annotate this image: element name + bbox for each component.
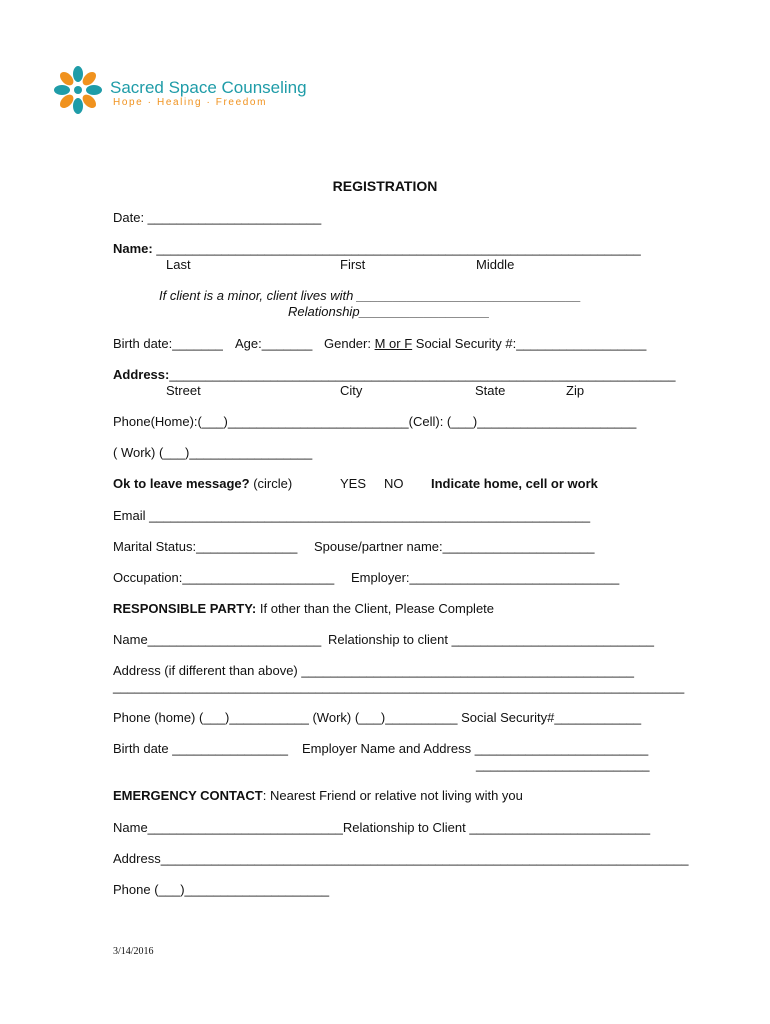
ssn-field[interactable]: Social Security #:__________________ bbox=[412, 336, 647, 351]
responsible-address-field[interactable]: Address (if different than above) ______________________________________________ bbox=[113, 663, 634, 678]
responsible-name-field[interactable]: Name________________________ bbox=[113, 632, 322, 647]
address-sub-zip: Zip bbox=[566, 383, 585, 398]
address-line: ______________________________________________________________________ bbox=[169, 367, 676, 382]
responsible-party-heading bbox=[113, 601, 494, 617]
leave-message-label: Ok to leave message? bbox=[113, 476, 250, 491]
marital-status-field[interactable]: Marital Status:______________ bbox=[113, 539, 298, 554]
phone-work-field[interactable]: ( Work) (___)_________________ bbox=[113, 445, 313, 460]
name-field[interactable] bbox=[113, 241, 641, 257]
emergency-contact-heading bbox=[113, 788, 523, 804]
emergency-name-relationship-field[interactable]: Name___________________________Relationship to Client _________________________ bbox=[113, 820, 651, 835]
logo-flower-icon bbox=[52, 64, 104, 116]
employer-field[interactable]: Employer:_____________________________ bbox=[351, 570, 620, 585]
responsible-phones-field[interactable]: Phone (home) (___)___________ (Work) (___)__________ Social Security#____________ bbox=[113, 710, 642, 725]
minor-relationship-field[interactable]: Relationship__________________ bbox=[288, 304, 490, 319]
leave-message-no[interactable]: NO bbox=[384, 476, 404, 491]
responsible-birth-date-field[interactable]: Birth date ________________ bbox=[113, 741, 288, 756]
birth-date-field[interactable]: Birth date:_______ bbox=[113, 336, 223, 351]
address-label: Address: bbox=[113, 367, 170, 382]
responsible-relationship-field[interactable]: Relationship to client ____________________________ bbox=[328, 632, 655, 647]
name-sub-first: First bbox=[340, 257, 366, 272]
name-sub-middle: Middle bbox=[476, 257, 515, 272]
phone-home-cell-field[interactable]: Phone(Home):(___)_________________________(Cell): (___)______________________ bbox=[113, 414, 637, 429]
name-label: Name: bbox=[113, 241, 153, 256]
email-field[interactable]: Email _____________________________________________________________ bbox=[113, 508, 591, 523]
responsible-employer-line2[interactable]: ________________________ bbox=[476, 757, 650, 772]
responsible-heading: RESPONSIBLE PARTY: bbox=[113, 601, 257, 616]
leave-message-question bbox=[113, 476, 292, 492]
emergency-address-field[interactable]: Address_________________________________________________________________________ bbox=[113, 851, 689, 866]
emergency-note: : Nearest Friend or relative not living with you bbox=[262, 788, 523, 803]
page-title: REGISTRATION bbox=[332, 178, 438, 194]
gender-label: Gender: bbox=[324, 336, 375, 351]
occupation-field[interactable]: Occupation:_____________________ bbox=[113, 570, 335, 585]
leave-message-yes[interactable]: YES bbox=[340, 476, 367, 491]
logo-tagline: Hope · Healing · Freedom bbox=[113, 97, 268, 108]
address-sub-street: Street bbox=[166, 383, 201, 398]
address-sub-city: City bbox=[340, 383, 363, 398]
emergency-phone-field[interactable]: Phone (___)____________________ bbox=[113, 882, 330, 897]
gender-ssn-field[interactable] bbox=[324, 336, 646, 352]
gender-options[interactable]: M or F bbox=[374, 336, 413, 351]
minor-lives-with-field[interactable]: If client is a minor, client lives with _______________________________ bbox=[159, 288, 582, 303]
emergency-heading: EMERGENCY CONTACT bbox=[113, 788, 263, 803]
age-field[interactable]: Age:_______ bbox=[235, 336, 313, 351]
spouse-name-field[interactable]: Spouse/partner name:_____________________ bbox=[314, 539, 595, 554]
name-line: ___________________________________________________________________ bbox=[152, 241, 641, 256]
logo-name: Sacred Space Counseling bbox=[110, 78, 307, 97]
address-sub-state: State bbox=[475, 383, 506, 398]
responsible-employer-field[interactable]: Employer Name and Address ________________________ bbox=[302, 741, 649, 756]
responsible-note: If other than the Client, Please Complete bbox=[256, 601, 495, 616]
name-sub-last: Last bbox=[166, 257, 191, 272]
leave-message-indicate: Indicate home, cell or work bbox=[431, 476, 598, 491]
footer-date: 3/14/2016 bbox=[113, 946, 154, 957]
leave-message-circle-note: (circle) bbox=[249, 476, 293, 491]
date-field[interactable]: Date: ________________________ bbox=[113, 210, 322, 225]
responsible-address-line2[interactable]: _______________________________________________________________________________ bbox=[113, 679, 685, 694]
address-field[interactable] bbox=[113, 367, 675, 383]
